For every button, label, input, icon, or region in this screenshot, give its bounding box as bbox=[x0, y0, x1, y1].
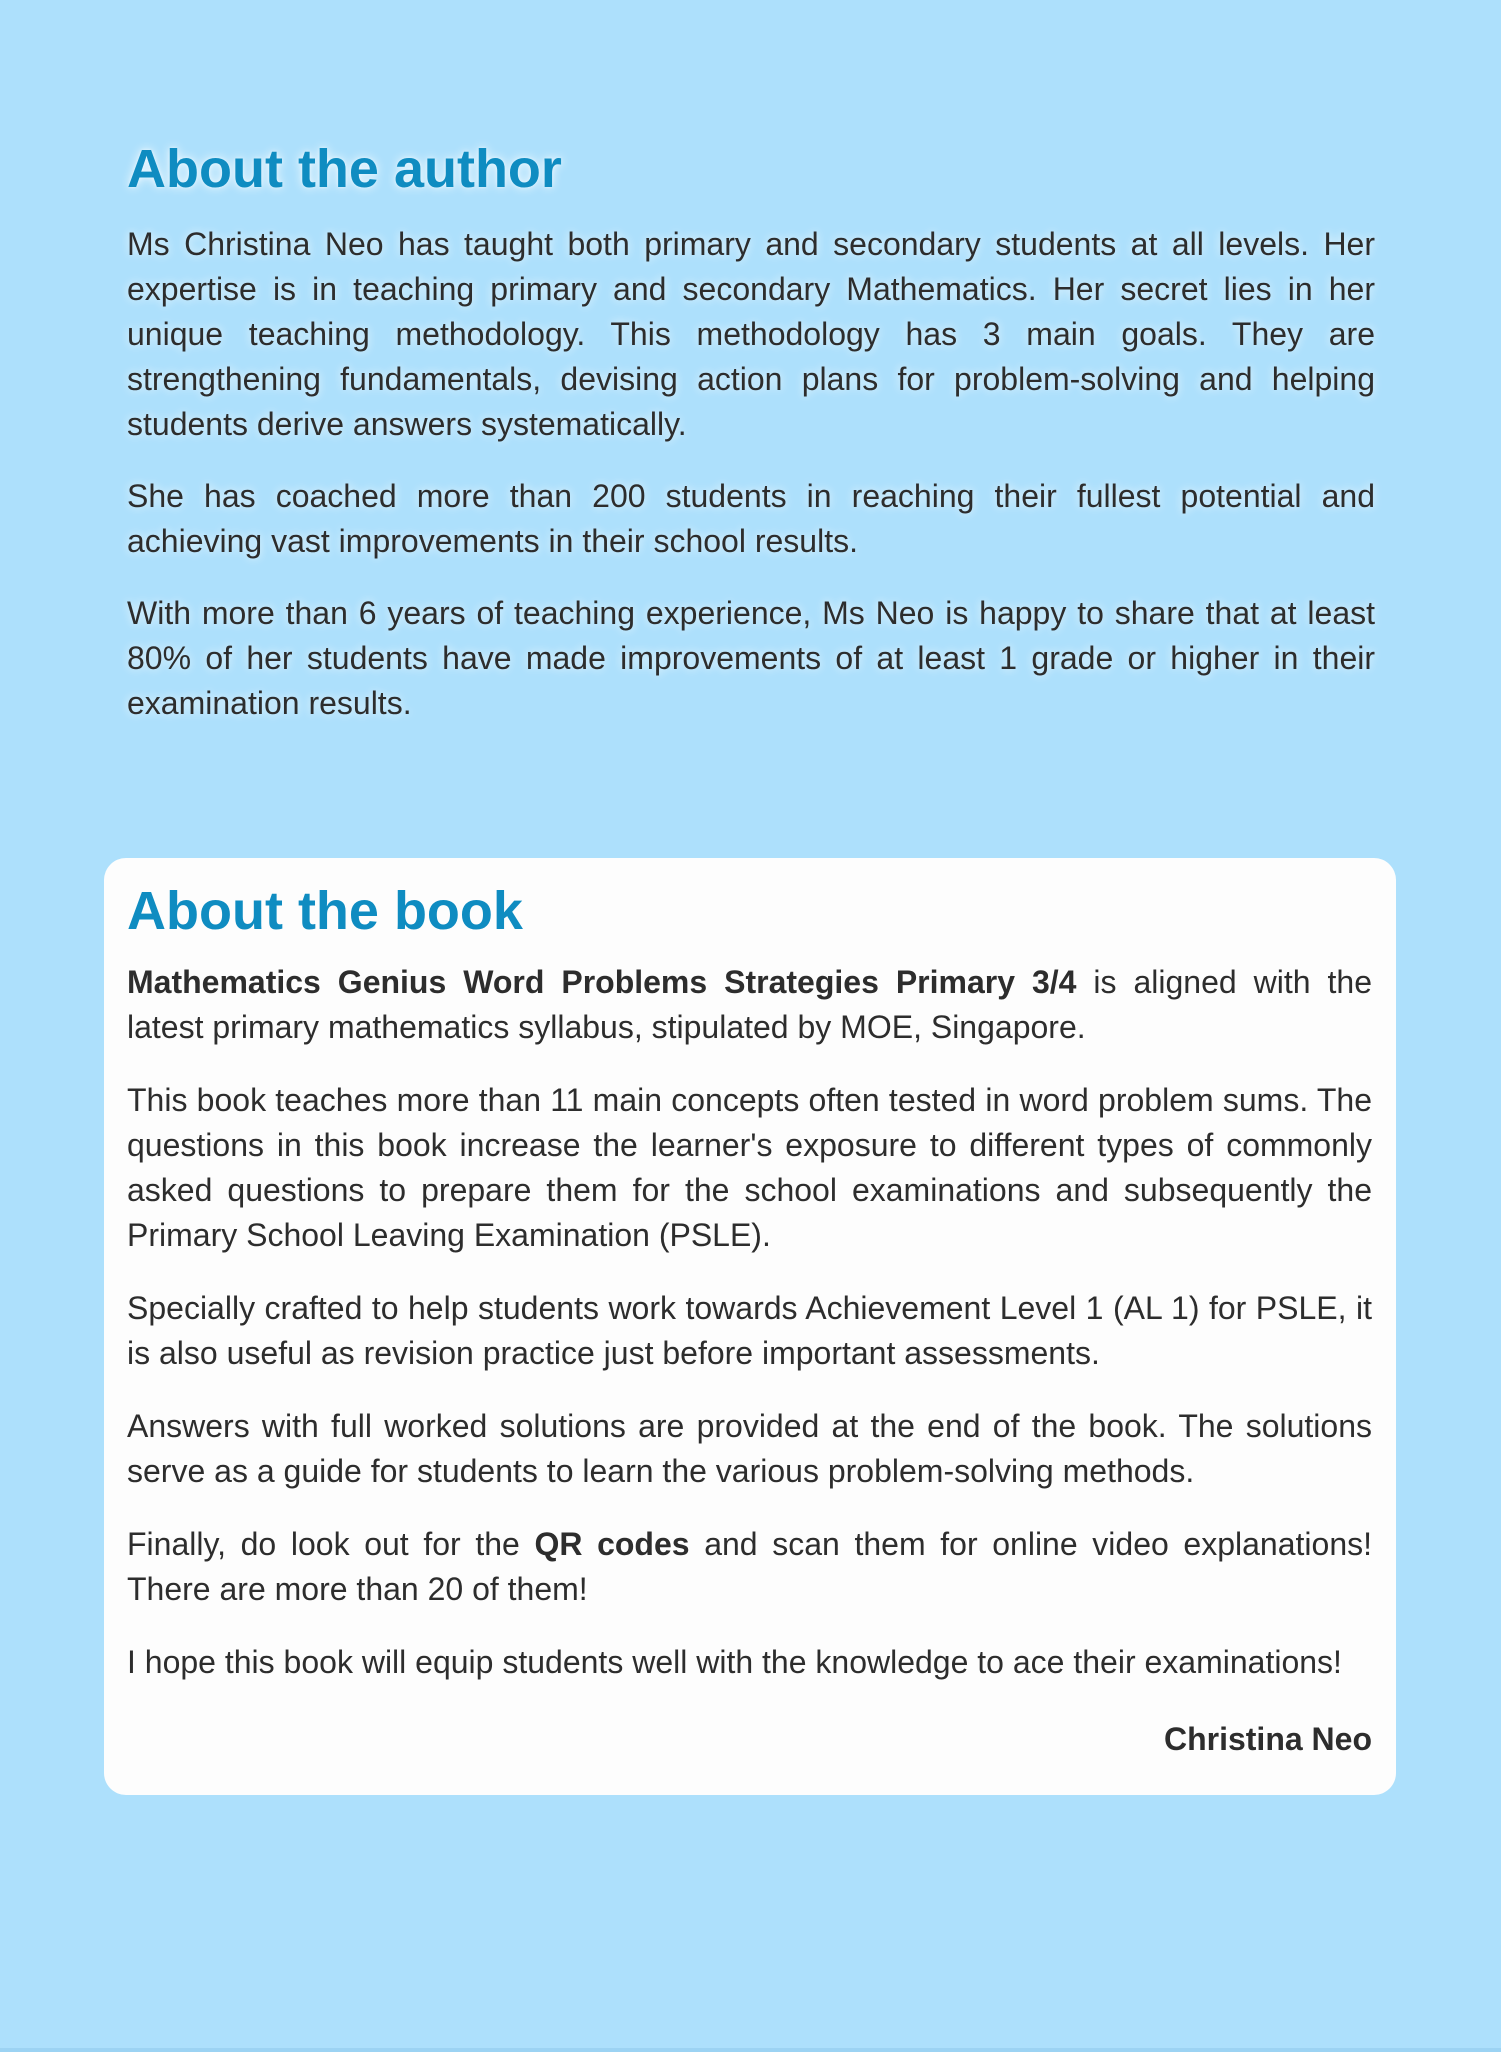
book-paragraph-2: This book teaches more than 11 main concepts often tested in word problem sums. The questions in this book increase the learner's exposure to different types of commonly asked questions to prepare them for the school examinations and subsequently the Primary School Leaving Examination (PSLE). bbox=[127, 1082, 1372, 1253]
author-section bbox=[127, 138, 1375, 753]
book-title-bold: Mathematics Genius Word Problems Strategies Primary 3/4 bbox=[127, 964, 1077, 1000]
book-paragraph-4: Answers with full worked solutions are provided at the end of the book. The solutions serve as a guide for students to learn the various problem-solving methods. bbox=[127, 1408, 1372, 1489]
book-paragraph-6: I hope this book will equip students well with the knowledge to ace their examinations! bbox=[127, 1644, 1342, 1680]
author-paragraph-2: She has coached more than 200 students in reaching their fullest potential and achieving vast improvements in their school results. bbox=[127, 478, 1375, 559]
book-paragraph-5-post: and scan them for online video explanations! There are more than 20 of them! bbox=[127, 1526, 1372, 1607]
qr-codes-bold: QR codes bbox=[534, 1526, 690, 1562]
book-paragraph-1-rest: is aligned with the latest primary mathematics syllabus, stipulated by MOE, Singapore. bbox=[127, 964, 1373, 1045]
book-section-heading: About the book bbox=[127, 881, 523, 941]
book-paragraph-5 bbox=[127, 1522, 1372, 1612]
book-paragraph-3: Specially crafted to help students work towards Achievement Level 1 (AL 1) for PSLE, it is also useful as revision practice just before important assessments. bbox=[127, 1290, 1372, 1371]
author-paragraph-1: Ms Christina Neo has taught both primary and secondary students at all levels. Her expertise is in teaching primary and secondary Mathematics. Her secret lies in her unique teaching methodology. This methodology has 3 main goals. They are strengthening fundamentals, devising action plans for problem-solving and helping students derive answers systematically. bbox=[127, 226, 1375, 442]
book-card bbox=[104, 858, 1396, 1795]
book-paragraph-5-pre: Finally, do look out for the bbox=[127, 1526, 535, 1562]
bottom-edge-strip bbox=[0, 2048, 1501, 2052]
author-paragraph-3: With more than 6 years of teaching experience, Ms Neo is happy to share that at least 80% of her students have made improvements of at least 1 grade or higher in their examination results. bbox=[127, 595, 1375, 721]
book-paragraph-1 bbox=[127, 960, 1372, 1050]
author-signature: Christina Neo bbox=[1163, 1721, 1372, 1757]
author-section-heading: About the author bbox=[127, 139, 562, 199]
